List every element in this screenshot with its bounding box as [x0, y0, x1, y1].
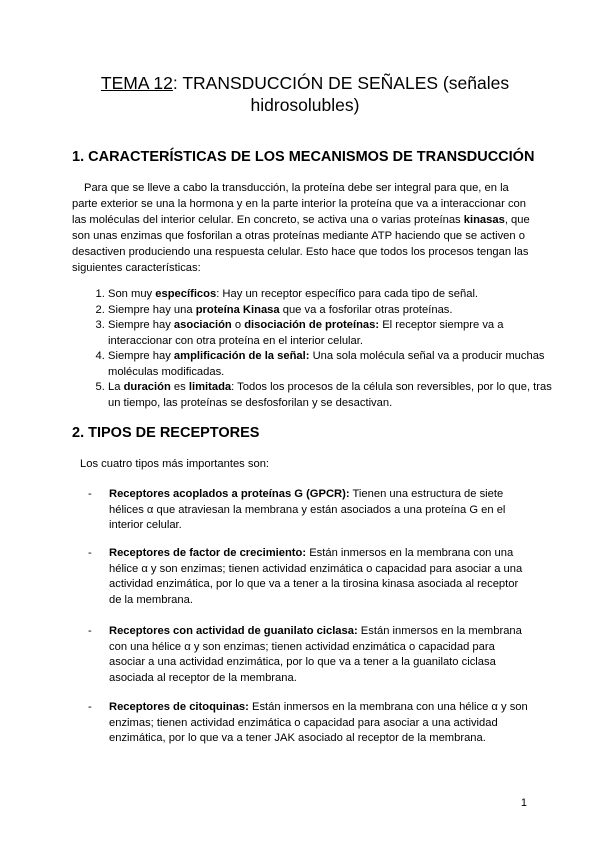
receptor-name: Receptores de citoquinas:	[109, 701, 249, 713]
receptor-desc: Están inmersos en la membrana con una hélice α y son enzimas; tienen actividad enzimática o capacidad para asociar a una actividad enzimática, por lo que va a tener a la tirosina kinasa asociada al receptor de la membrana.	[109, 547, 523, 606]
list-item: 2. Siempre hay una proteína Kinasa que va a fosforilar otras proteínas.	[108, 303, 553, 319]
section-1-heading: 1. CARACTERÍSTICAS DE LOS MECANISMOS DE TRANSDUCCIÓN	[72, 149, 535, 165]
receptor-desc: Están inmersos en la membrana con una hélice α y son enzimas; tienen actividad enzimática o capacidad para asociar a una actividad enzimática, por lo que va a tener JAK asociado al receptor de la membrana.	[109, 701, 528, 744]
receptor-name: Receptores acoplados a proteínas G (GPCR):	[109, 488, 350, 500]
list-item: 5. La duración es limitada: Todos los procesos de la célula son reversibles, por lo que, tras un tiempo, las proteínas se desfosforilan y se desactivan.	[108, 380, 553, 411]
list-dash: -	[88, 625, 92, 637]
page-number: 1	[520, 797, 527, 809]
receptor-desc: Tienen una estructura de siete hélices α que atraviesan la membrana y están asociados a una proteína G en el interior celular.	[109, 488, 506, 531]
receptor-desc: Están inmersos en la membrana con una hélice α y son enzimas; tienen actividad enzimática o capacidad para asociar a una actividad enzimática, por lo que va a tener a la guanilato ciclasa asociada al receptor de la membrana.	[109, 625, 522, 684]
list-dash: -	[88, 701, 92, 713]
list-dash: -	[88, 547, 92, 559]
section-2-heading: 2. TIPOS DE RECEPTORES	[72, 425, 260, 441]
title-text: : TRANSDUCCIÓN DE SEÑALES (señales hidrosolubles)	[172, 73, 510, 115]
list-dash: -	[88, 488, 92, 500]
intro-text-a: Para que se lleve a cabo la transducción, la proteína debe ser integral para que, en la parte exterior se una la hormona y en la parte interior la proteína que va a interaccionar con las moléculas del interior celular. En concreto, se activa una o varias proteínas	[72, 182, 526, 226]
receptor-name: Receptores de factor de crecimiento:	[109, 547, 307, 559]
characteristics-list	[72, 287, 553, 411]
section-2-intro: Los cuatro tipos más importantes son:	[80, 458, 270, 470]
title-topic-number: TEMA 12	[100, 73, 173, 93]
list-item: 1. Son muy específicos: Hay un receptor específico para cada tipo de señal.	[108, 287, 553, 303]
intro-bold-kinasas: kinasas	[463, 214, 505, 226]
list-item: 4. Siempre hay amplificación de la señal: Una sola molécula señal va a producir muchas moléculas modificadas.	[108, 349, 553, 380]
receptor-name: Receptores con actividad de guanilato ciclasa:	[109, 625, 358, 637]
section-1-intro	[72, 180, 530, 276]
page-title	[60, 72, 550, 116]
intro-text-c: , que son unas enzimas que fosforilan a otras proteínas mediante ATP haciendo que se activen o desactiven produciendo una respuesta celular. Esto hace que todos los procesos tengan las siguientes características:	[72, 214, 530, 274]
list-item: 3. Siempre hay asociación o disociación de proteínas: El receptor siempre va a interaccionar con otra proteína en el interior celular.	[108, 318, 553, 349]
